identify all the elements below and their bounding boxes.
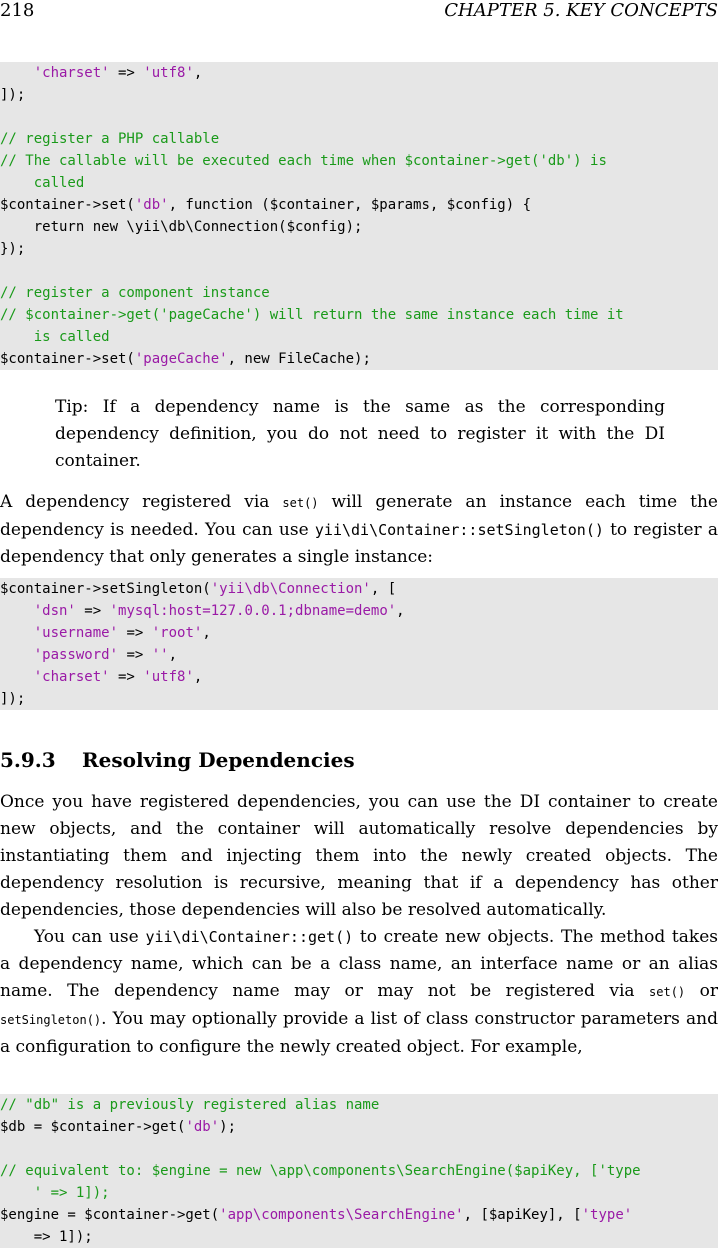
tip-note: Tip: If a dependency name is the same as the corresponding dependency definition, you do not need to register it with the DI container. xyxy=(55,397,665,471)
text-run: or xyxy=(685,981,718,1001)
code-token: => xyxy=(109,65,144,81)
inline-code: yii\di\Container::get() xyxy=(145,928,354,946)
code-token: ]); xyxy=(0,691,26,707)
section-title: Resolving Dependencies xyxy=(82,748,355,772)
code-line xyxy=(0,688,718,710)
code-string: 'mysql:host=127.0.0.1;dbname=demo' xyxy=(109,603,397,619)
code-string: '' xyxy=(151,647,169,663)
chapter-title: CHAPTER 5. KEY CONCEPTS xyxy=(444,0,718,21)
code-string: 'type' xyxy=(581,1207,633,1223)
code-line xyxy=(0,238,718,260)
code-string: 'root' xyxy=(151,625,203,641)
code-token xyxy=(0,669,34,685)
code-token: $container->setSingleton( xyxy=(0,581,211,597)
code-string: 'app\components\SearchEngine' xyxy=(219,1207,464,1223)
code-line xyxy=(0,1160,718,1182)
code-token: , xyxy=(193,65,203,81)
code-block-container-get xyxy=(0,1094,718,1248)
code-line xyxy=(0,666,718,688)
code-line xyxy=(0,600,718,622)
code-comment: // equivalent to: $engine = new \app\components\SearchEngine($apiKey, ['type xyxy=(0,1163,641,1179)
section-number: 5.9.3 xyxy=(0,748,56,772)
code-token: => xyxy=(75,603,110,619)
code-line xyxy=(0,172,718,194)
code-string: 'yii\db\Connection' xyxy=(210,581,371,597)
code-token: , [ xyxy=(370,581,397,597)
code-line xyxy=(0,1226,718,1248)
code-comment: // The callable will be executed each time when $container->get('db') is xyxy=(0,153,607,169)
code-line xyxy=(0,1204,718,1226)
page-header xyxy=(0,0,718,24)
code-string: 'charset' xyxy=(33,65,110,81)
code-line xyxy=(0,1138,718,1160)
code-token: , xyxy=(193,669,203,685)
text-run: You can use xyxy=(34,927,146,947)
code-string: 'charset' xyxy=(33,669,110,685)
code-line xyxy=(0,326,718,348)
code-token: , xyxy=(396,603,405,619)
code-comment: ' => 1]); xyxy=(0,1185,110,1201)
code-token: => xyxy=(118,647,152,663)
code-line xyxy=(0,128,718,150)
code-string: 'password' xyxy=(33,647,119,663)
code-block-set-singleton xyxy=(0,578,718,710)
code-line xyxy=(0,1094,718,1116)
code-line xyxy=(0,304,718,326)
code-token: , xyxy=(202,625,211,641)
paragraph-container-get xyxy=(0,924,718,1061)
code-line xyxy=(0,1182,718,1204)
code-line xyxy=(0,578,718,600)
code-line xyxy=(0,644,718,666)
code-line xyxy=(0,216,718,238)
code-line xyxy=(0,282,718,304)
code-line xyxy=(0,106,718,128)
paragraph-singleton-intro xyxy=(0,489,718,571)
code-token: , function ($container, $params, $config) { xyxy=(168,197,532,213)
code-comment: // register a PHP callable xyxy=(0,131,220,147)
code-line xyxy=(0,150,718,172)
code-block-register-callable xyxy=(0,62,718,370)
code-comment: is called xyxy=(0,329,110,345)
code-token xyxy=(0,603,34,619)
code-line xyxy=(0,622,718,644)
code-comment: called xyxy=(0,175,85,191)
code-token: $container->set( xyxy=(0,197,135,213)
code-token xyxy=(0,65,34,81)
code-token: ); xyxy=(219,1119,237,1135)
inline-code: set() xyxy=(649,985,686,999)
code-string: 'db' xyxy=(134,197,169,213)
code-token: , [$apiKey], [ xyxy=(463,1207,582,1223)
code-token: ]); xyxy=(0,87,26,103)
inline-code: setSingleton() xyxy=(0,1013,102,1027)
code-comment: // "db" is a previously registered alias name xyxy=(0,1097,380,1113)
code-string: 'username' xyxy=(33,625,119,641)
text-run: to create new objects. The method takes a dependency name, which can be a class name, an interface name or an alias name. The dependency name may or may not be registered via xyxy=(0,927,718,1001)
code-token: $engine = $container->get( xyxy=(0,1207,220,1223)
code-line xyxy=(0,194,718,216)
code-line xyxy=(0,260,718,282)
code-string: 'pageCache' xyxy=(134,351,228,367)
code-line xyxy=(0,348,718,370)
inline-code: yii\di\Container::setSingleton() xyxy=(314,521,604,539)
code-line xyxy=(0,1116,718,1138)
code-token: $db = $container->get( xyxy=(0,1119,186,1135)
paragraph-resolving-intro: Once you have registered dependencies, you can use the DI container to create new objects, and the container will automatically resolve dependencies by instantiating them and injecting them into the newly created objects. The dependency resolution is recursive, meaning that if a dependency has other dependencies, those dependencies will also be resolved automatically. xyxy=(0,792,718,920)
text-run: will generate an instance each time the dependency is needed. You can use xyxy=(0,492,718,540)
code-token: => xyxy=(109,669,144,685)
code-comment: // $container->get('pageCache') will return the same instance each time it xyxy=(0,307,624,323)
code-token: => xyxy=(118,625,152,641)
code-string: 'utf8' xyxy=(143,669,194,685)
code-token: => 1]); xyxy=(0,1229,93,1245)
code-token xyxy=(0,625,34,641)
code-token: return new \yii\db\Connection($config); xyxy=(0,219,363,235)
code-string: 'db' xyxy=(185,1119,220,1135)
code-string: 'utf8' xyxy=(143,65,194,81)
inline-code: set() xyxy=(282,496,319,510)
code-line xyxy=(0,62,718,84)
code-token xyxy=(0,647,34,663)
page-number: 218 xyxy=(0,0,35,21)
code-token: , xyxy=(168,647,178,663)
text-run: A dependency registered via xyxy=(0,492,283,512)
code-token: }); xyxy=(0,241,26,257)
section-heading xyxy=(0,748,355,772)
text-run: to register a dependency that only generates a single instance: xyxy=(0,520,718,567)
code-line xyxy=(0,84,718,106)
code-comment: // register a component instance xyxy=(0,285,270,301)
code-token: , new FileCache); xyxy=(227,351,371,367)
code-token: $container->set( xyxy=(0,351,135,367)
text-run: . You may optionally provide a list of class constructor parameters and a configuration to configure the newly created object. For example, xyxy=(0,1009,718,1057)
code-string: 'dsn' xyxy=(33,603,76,619)
